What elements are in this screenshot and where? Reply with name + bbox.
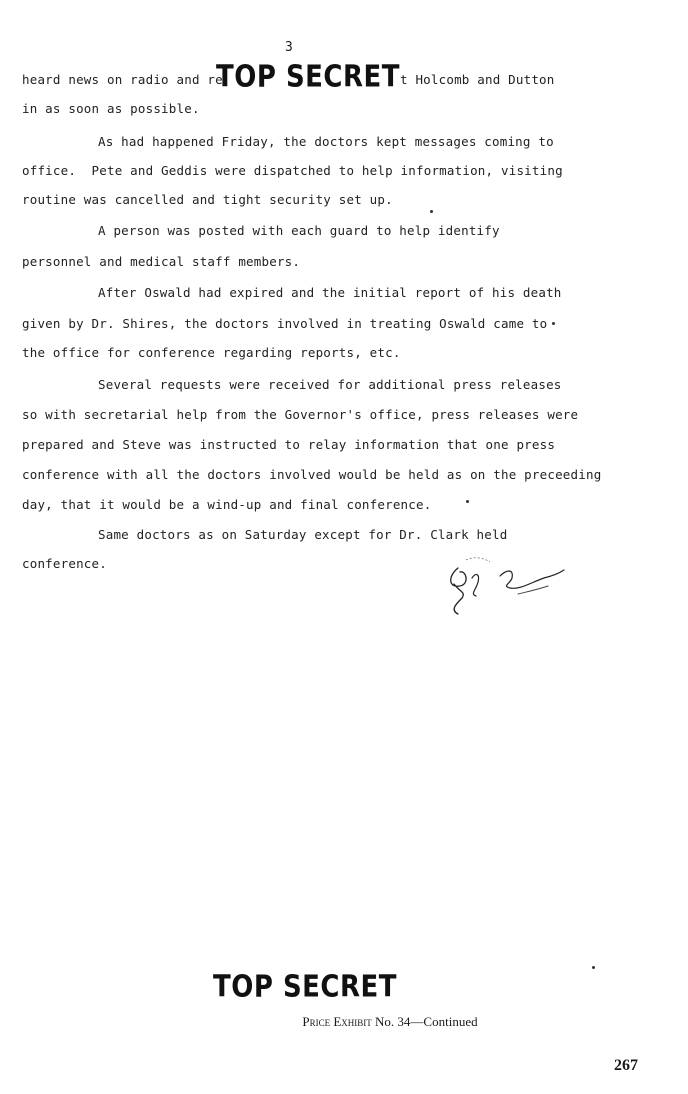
- exhibit-caption-prefix: Price Exhibit: [302, 1014, 372, 1029]
- page-speck: [552, 322, 555, 325]
- handwritten-signature: [440, 548, 570, 623]
- top-secret-stamp-footer: TOP SECRET: [213, 970, 398, 1005]
- body-line-16: Same doctors as on Saturday except for Dr. Clark held: [98, 527, 508, 542]
- body-line-11: Several requests were received for additional press releases: [98, 377, 562, 392]
- exhibit-caption-suffix: No. 34—Continued: [371, 1014, 478, 1029]
- body-line-15: day, that it would be a wind-up and final conference.: [22, 497, 432, 512]
- body-line-12: so with secretarial help from the Governor's office, press releases were: [22, 407, 579, 422]
- top-secret-stamp-header: TOP SECRET: [216, 60, 401, 95]
- body-line-9: given by Dr. Shires, the doctors involved in treating Oswald came to: [22, 316, 548, 331]
- body-line-8: After Oswald had expired and the initial report of his death: [98, 285, 562, 300]
- body-line-13: prepared and Steve was instructed to relay information that one press: [22, 437, 556, 452]
- exhibit-caption: [0, 1014, 688, 1030]
- page-folio: 267: [614, 1057, 638, 1074]
- page-speck: [466, 500, 469, 503]
- body-line-4: office. Pete and Geddis were dispatched to help information, visiting: [22, 163, 563, 178]
- body-line-2: in as soon as possible.: [22, 101, 200, 116]
- page-number-top: 3: [285, 40, 293, 55]
- body-line-10: the office for conference regarding reports, etc.: [22, 345, 401, 360]
- body-line-17: conference.: [22, 556, 107, 571]
- body-line-7: personnel and medical staff members.: [22, 254, 301, 269]
- page-speck: [592, 966, 595, 969]
- body-line-1-continued: t Holcomb and Dutton: [400, 72, 555, 87]
- body-line-1: heard news on radio and re: [22, 72, 223, 87]
- body-line-3: As had happened Friday, the doctors kept messages coming to: [98, 134, 554, 149]
- body-line-5: routine was cancelled and tight security set up.: [22, 192, 393, 207]
- body-line-14: conference with all the doctors involved would be held as on the preceeding: [22, 467, 602, 482]
- page-speck: [430, 210, 433, 213]
- body-line-6: A person was posted with each guard to help identify: [98, 223, 500, 238]
